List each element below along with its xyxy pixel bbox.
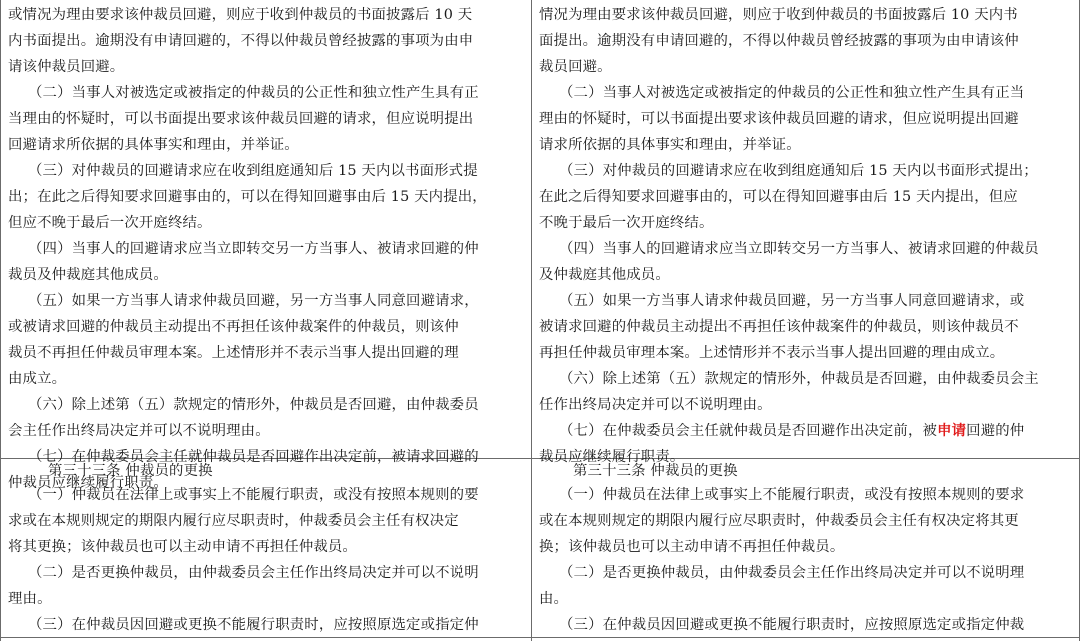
column-divider — [531, 0, 532, 641]
text-line: （三）在仲裁员因回避或更换不能履行职责时，应按照原选定或指定仲裁 — [559, 617, 1025, 633]
article-heading: 第三十三条 仲裁员的更换 — [48, 463, 213, 479]
text-line: 裁员回避。 — [539, 59, 612, 75]
text-line: 回避请求所依据的具体事实和理由，并举证。 — [8, 137, 299, 153]
text-line: 裁员应继续履行职责。 — [539, 449, 685, 465]
new-article-32-cell — [539, 2, 1077, 465]
text-line: 当理由的怀疑时，可以书面提出要求该仲裁员回避的请求，但应说明提出 — [8, 111, 474, 127]
text-line: 或情况为理由要求该仲裁员回避，则应于收到仲裁员的书面披露后 10 天 — [8, 7, 473, 23]
text-line: （四）当事人的回避请求应当立即转交另一方当事人、被请求回避的仲 — [28, 241, 479, 257]
text-line: （二）是否更换仲裁员，由仲裁委员会主任作出终局决定并可以不说明 — [28, 565, 479, 581]
text-line: （三）在仲裁员因回避或更换不能履行职责时，应按照原选定或指定仲 — [28, 617, 479, 633]
text-line: （五）如果一方当事人请求仲裁员回避，另一方当事人同意回避请求，或 — [559, 293, 1025, 309]
text-line: 裁员及仲裁庭其他成员。 — [8, 267, 168, 283]
text-line: 再担任仲裁员审理本案。上述情形并不表示当事人提出回避的理由成立。 — [539, 345, 1005, 361]
text-segment: （七）在仲裁委员会主任就仲裁员是否回避作出决定前，被 — [559, 423, 938, 439]
text-line: 或在本规则规定的期限内履行应尽职责时，仲裁委员会主任有权决定将其更 — [539, 513, 1019, 529]
text-line: 任作出终局决定并可以不说明理由。 — [539, 397, 772, 413]
text-line: （三）对仲裁员的回避请求应在收到组庭通知后 15 天内以书面形式提出； — [559, 163, 1038, 179]
text-line: 求或在本规则规定的期限内履行应尽职责时，仲裁委员会主任有权决定 — [8, 513, 459, 529]
text-line: 裁员不再担任仲裁员审理本案。上述情形并不表示当事人提出回避的理 — [8, 345, 459, 361]
text-line: （一）仲裁员在法律上或事实上不能履行职责，或没有按照本规则的要 — [28, 487, 479, 503]
highlighted-line — [539, 418, 1077, 444]
text-line: 面提出。逾期没有申请回避的，不得以仲裁员曾经披露的事项为由申请该仲 — [539, 33, 1019, 49]
text-line: 请该仲裁员回避。 — [8, 59, 125, 75]
text-line: （六）除上述第（五）款规定的情形外，仲裁员是否回避，由仲裁委员会主 — [559, 371, 1039, 387]
article-heading: 第三十三条 仲裁员的更换 — [573, 463, 738, 479]
text-line: （一）仲裁员在法律上或事实上不能履行职责，或没有按照本规则的要求 — [559, 487, 1025, 503]
text-line: 不晚于最后一次开庭终结。 — [539, 215, 714, 231]
new-article-33-cell — [539, 460, 1077, 636]
highlighted-change: 申请 — [937, 422, 967, 439]
text-line: 会主任作出终局决定并可以不说明理由。 — [8, 423, 270, 439]
text-line: 将其更换；该仲裁员也可以主动申请不再担任仲裁员。 — [8, 539, 357, 555]
text-line: 换；该仲裁员也可以主动申请不再担任仲裁员。 — [539, 539, 845, 555]
text-line: 由成立。 — [8, 371, 67, 387]
text-segment: 回避的仲 — [966, 423, 1025, 439]
text-line: （三）对仲裁员的回避请求应在收到组庭通知后 15 天内以书面形式提 — [28, 163, 478, 179]
text-line: 情况为理由要求该仲裁员回避，则应于收到仲裁员的书面披露后 10 天内书 — [539, 7, 1018, 23]
text-line: 请求所依据的具体事实和理由，并举证。 — [539, 137, 801, 153]
text-line: 出；在此之后得知要求回避事由的，可以在得知回避事由后 15 天内提出， — [8, 189, 487, 205]
text-line: 由。 — [539, 591, 569, 607]
text-line: （二）当事人对被选定或被指定的仲裁员的公正性和独立性产生具有正 — [28, 85, 479, 101]
text-line: （七）在仲裁委员会主任就仲裁员是否回避作出决定前，被请求回避的 — [28, 449, 479, 465]
text-line: 被请求回避的仲裁员主动提出不再担任该仲裁案件的仲裁员，则该仲裁员不 — [539, 319, 1019, 335]
text-line: 理由的怀疑时，可以书面提出要求该仲裁员回避的请求，但应说明提出回避 — [539, 111, 1019, 127]
text-line: （二）当事人对被选定或被指定的仲裁员的公正性和独立性产生具有正当 — [559, 85, 1025, 101]
text-line: （五）如果一方当事人请求仲裁员回避，另一方当事人同意回避请求， — [28, 293, 479, 309]
text-line: 但应不晚于最后一次开庭终结。 — [8, 215, 212, 231]
text-line: 或被请求回避的仲裁员主动提出不再担任该仲裁案件的仲裁员，则该仲 — [8, 319, 459, 335]
text-line: 内书面提出。逾期没有申请回避的，不得以仲裁员曾经披露的事项为由申 — [8, 33, 474, 49]
text-line: （二）是否更换仲裁员，由仲裁委员会主任作出终局决定并可以不说明理 — [559, 565, 1025, 581]
table-border-left — [0, 0, 1, 641]
text-line: 理由。 — [8, 591, 52, 607]
text-line: （四）当事人的回避请求应当立即转交另一方当事人、被请求回避的仲裁员 — [559, 241, 1039, 257]
text-line: 仲裁员应继续履行职责。 — [8, 475, 168, 491]
text-line: （六）除上述第（五）款规定的情形外，仲裁员是否回避，由仲裁委员 — [28, 397, 479, 413]
old-article-33-cell — [8, 460, 528, 636]
text-line: 及仲裁庭其他成员。 — [539, 267, 670, 283]
text-line: 在此之后得知要求回避事由的，可以在得知回避事由后 15 天内提出，但应 — [539, 189, 1018, 205]
